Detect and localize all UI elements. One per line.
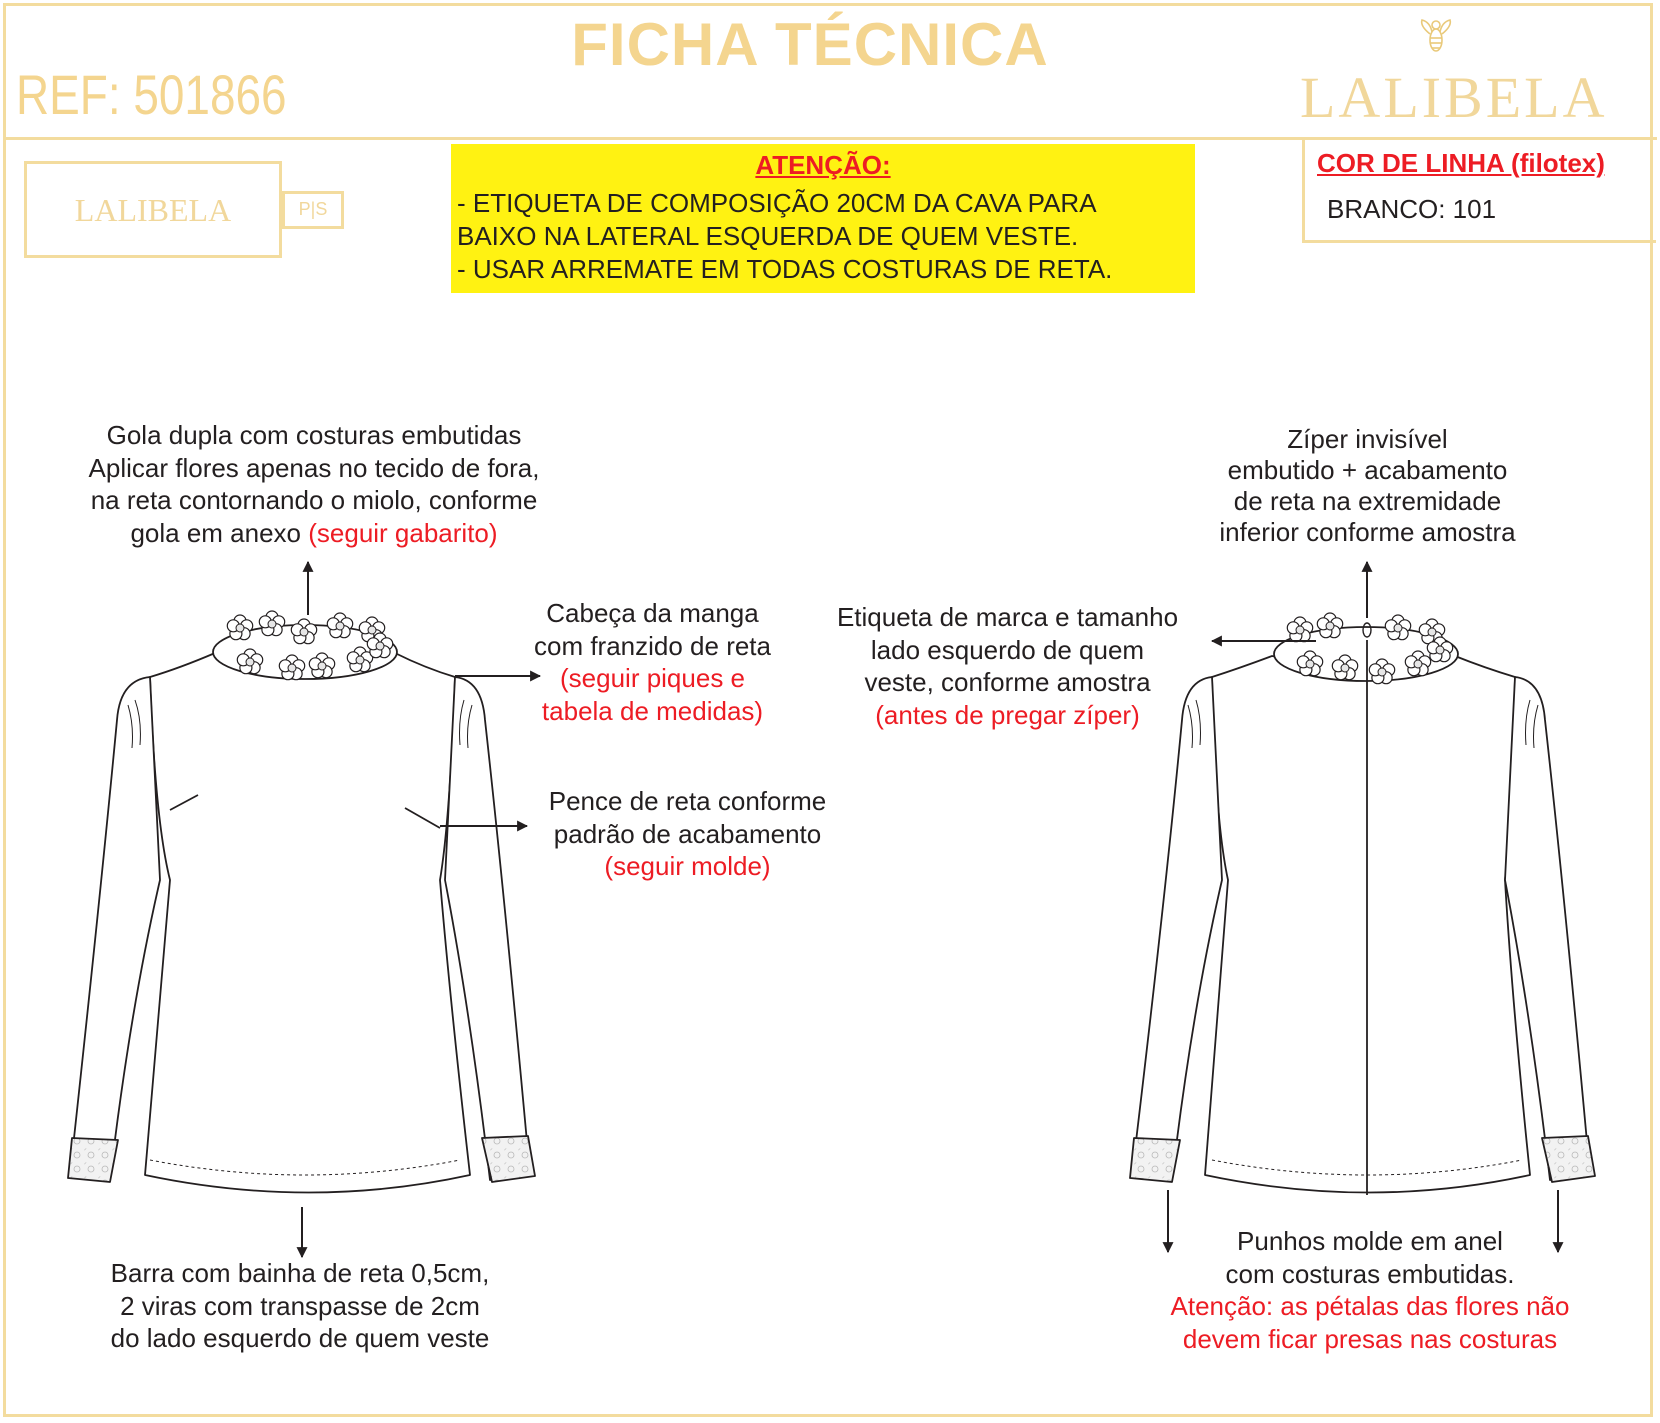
dart-note — [520, 785, 855, 883]
attention-line-3: - USAR ARREMATE EM TODAS COSTURAS DE RETA. — [457, 254, 1113, 284]
thread-color-value: BRANCO: 101 — [1327, 194, 1497, 224]
label-brand-text: LALIBELA — [74, 192, 232, 228]
hem-note — [60, 1257, 540, 1355]
sleeve-note-red-2: tabela de medidas) — [541, 695, 764, 726]
zipper-note-line-4: inferior conforme amostra — [1219, 517, 1516, 547]
zipper-note-line-3: de reta na extremidade — [1233, 486, 1502, 516]
front-body — [145, 653, 470, 1193]
collar-note-line-1: Gola dupla com costuras embutidas — [106, 420, 522, 450]
tag-note-red: (antes de pregar zíper) — [875, 699, 1140, 730]
sleeve-note-line-2: com franzido de reta — [533, 630, 771, 661]
collar-note-line-2: Aplicar flores apenas no tecido de fora, — [88, 452, 540, 483]
dart-note-line-1: Pence de reta conforme — [548, 786, 827, 816]
attention-line-2: BAIXO NA LATERAL ESQUERDA DE QUEM VESTE. — [457, 221, 1079, 251]
hem-note-line-1: Barra com bainha de reta 0,5cm, — [110, 1258, 490, 1288]
hem-note-line-3: do lado esquerdo de quem veste — [110, 1323, 490, 1353]
dart-note-red: (seguir molde) — [604, 851, 771, 881]
zipper-note-line-2: embutido + acabamento — [1227, 455, 1508, 485]
brand-logo: LALIBELA — [1300, 65, 1608, 130]
collar-note-line-4: gola em anexo (seguir gabarito) — [130, 517, 498, 548]
attention-title: ATENÇÃO: — [755, 150, 891, 180]
thread-color-title: COR DE LINHA (filotex) — [1317, 148, 1605, 178]
attention-line-1: - ETIQUETA DE COMPOSIÇÃO 20CM DA CAVA PARA — [457, 188, 1097, 218]
cuff-note-line-2: com costuras embutidas. — [1225, 1258, 1515, 1289]
zipper-note — [1200, 424, 1535, 548]
cuff-note-red-2: devem ficar presas nas costuras — [1182, 1323, 1558, 1354]
dart-note-line-2: padrão de acabamento — [553, 818, 822, 849]
sleeve-note-line-1: Cabeça da manga — [546, 598, 759, 628]
sleeve-note-red-1: (seguir piques e — [560, 663, 745, 693]
reference-code: REF: 501866 — [16, 63, 287, 126]
collar-note-line-3: na reta contornando o miolo, conforme — [90, 485, 538, 515]
collar-note-red: (seguir gabarito) — [308, 517, 498, 548]
tag-note-line-1: Etiqueta de marca e tamanho — [836, 602, 1179, 632]
cuff-note-red-1: Atenção: as pétalas das flores não — [1170, 1291, 1570, 1321]
page-title: FICHA TÉCNICA — [571, 11, 1049, 78]
sleeve-note — [500, 597, 805, 727]
front-left-sleeve — [70, 677, 160, 1180]
cuff-note — [1120, 1225, 1620, 1355]
tag-note — [810, 601, 1205, 731]
tag-note-line-2: lado esquerdo de quem — [870, 634, 1145, 665]
tag-note-line-3: veste, conforme amostra — [864, 667, 1151, 697]
collar-note — [54, 419, 574, 549]
zipper-note-line-1: Zíper invisível — [1287, 424, 1448, 454]
hem-note-line-2: 2 viras com transpasse de 2cm — [120, 1290, 480, 1321]
front-garment — [68, 625, 535, 1193]
cuff-note-line-1: Punhos molde em anel — [1237, 1226, 1503, 1256]
size-label-box: P|S — [282, 191, 344, 229]
